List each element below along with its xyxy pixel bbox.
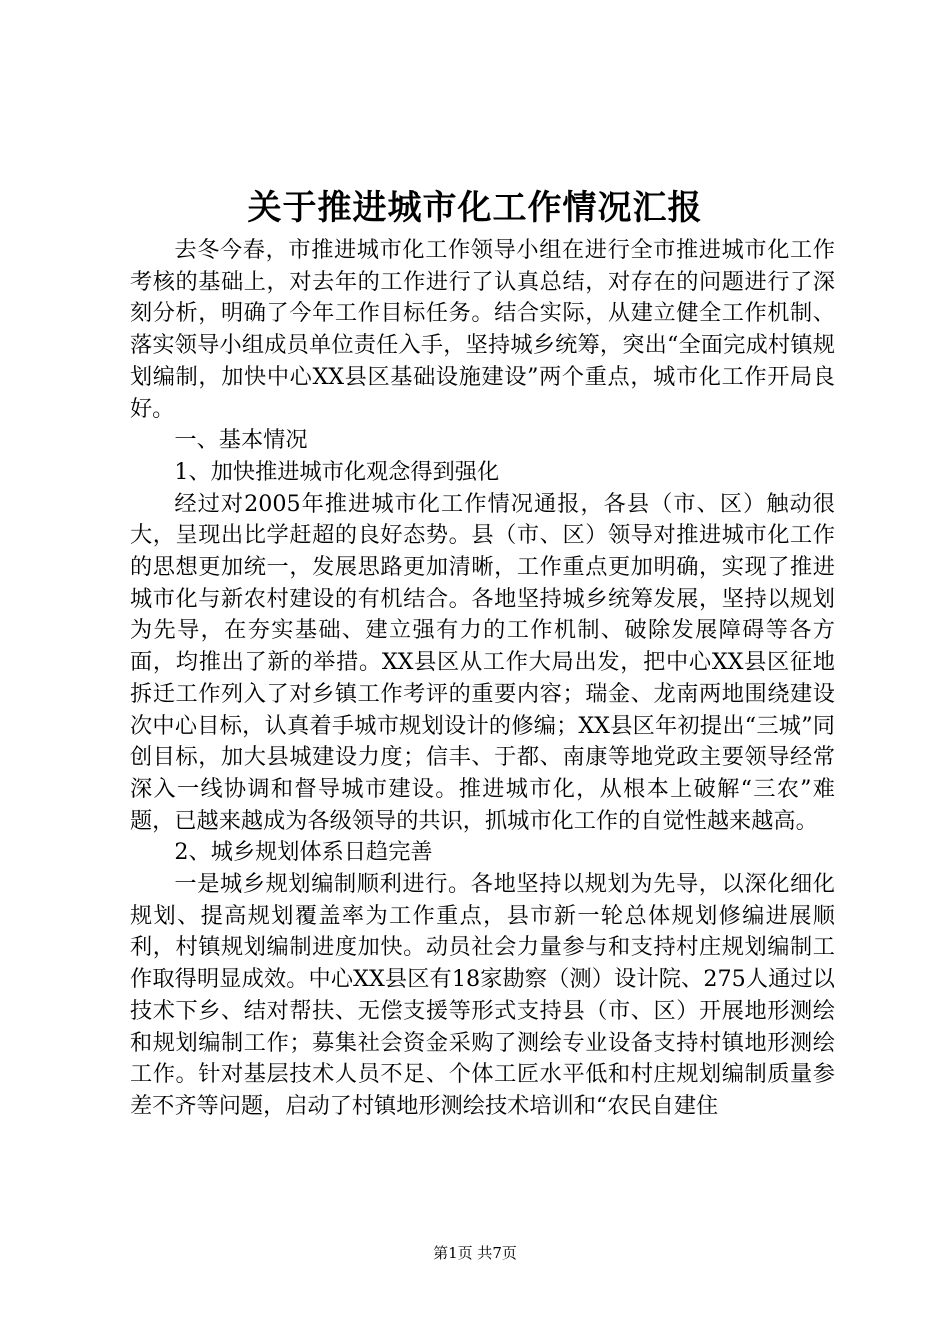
page-number-footer: 第1页 共7页	[433, 1244, 517, 1262]
heading-basic-situation: 一、基本情况	[174, 427, 308, 454]
subheading-planning-system: 2、城乡规划体系日趋完善	[174, 839, 433, 866]
document-body	[130, 235, 835, 1123]
document-title: 关于推进城市化工作情况汇报	[247, 188, 703, 228]
paragraph-planning-system: 一是城乡规划编制顺利进行。各地坚持以规划为先导，以深化细化规划、提高规划覆盖率为工作重点，县市新一轮总体规划修编进展顺利，村镇规划编制进度加快。动员社会力量参与和支持村庄规划编制工作取得明显成效。中心XX县区有18家勘察（测）设计院、275人通过以技术下乡、结对帮扶、无偿支援等形式支持县（市、区）开展地形测绘和规划编制工作；募集社会资金采购了测绘专业设备支持村镇地形测绘工作。针对基层技术人员不足、个体工匠水平低和村庄规划编制质量参差不齐等问题，启动了村镇地形测绘技术培训和“农民自建住	[130, 871, 835, 1119]
paragraph-intro: 去冬今春，市推进城市化工作领导小组在进行全市推进城市化工作考核的基础上，对去年的工作进行了认真总结，对存在的问题进行了深刻分析，明确了今年工作目标任务。结合实际，从建立健全工作机制、落实领导小组成员单位责任入手，坚持城乡统筹，突出“全面完成村镇规划编制，加快中心XX县区基础设施建设”两个重点，城市化工作开局良好。	[130, 237, 835, 422]
paragraph-urbanization-concept: 经过对2005年推进城市化工作情况通报，各县（市、区）触动很大，呈现出比学赶超的良好态势。县（市、区）领导对推进城市化工作的思想更加统一，发展思路更加清晰，工作重点更加明确，实现了推进城市化与新农村建设的有机结合。各地坚持城乡统筹发展，坚持以规划为先导，在夯实基础、建立强有力的工作机制、破除发展障碍等各方面，均推出了新的举措。XX县区从工作大局出发，把中心XX县区征地拆迁工作列入了对乡镇工作考评的重要内容；瑞金、龙南两地围绕建设次中心目标，认真着手城市规划设计的修编；XX县区年初提出“三城”同创目标，加大县城建设力度；信丰、于都、南康等地党政主要领导经常深入一线协调和督导城市建设。推进城市化，从根本上破解“三农”难题，已越来越成为各级领导的共识，抓城市化工作的自觉性越来越高。	[130, 490, 835, 834]
subheading-urbanization-concept: 1、加快推进城市化观念得到强化	[174, 458, 500, 485]
